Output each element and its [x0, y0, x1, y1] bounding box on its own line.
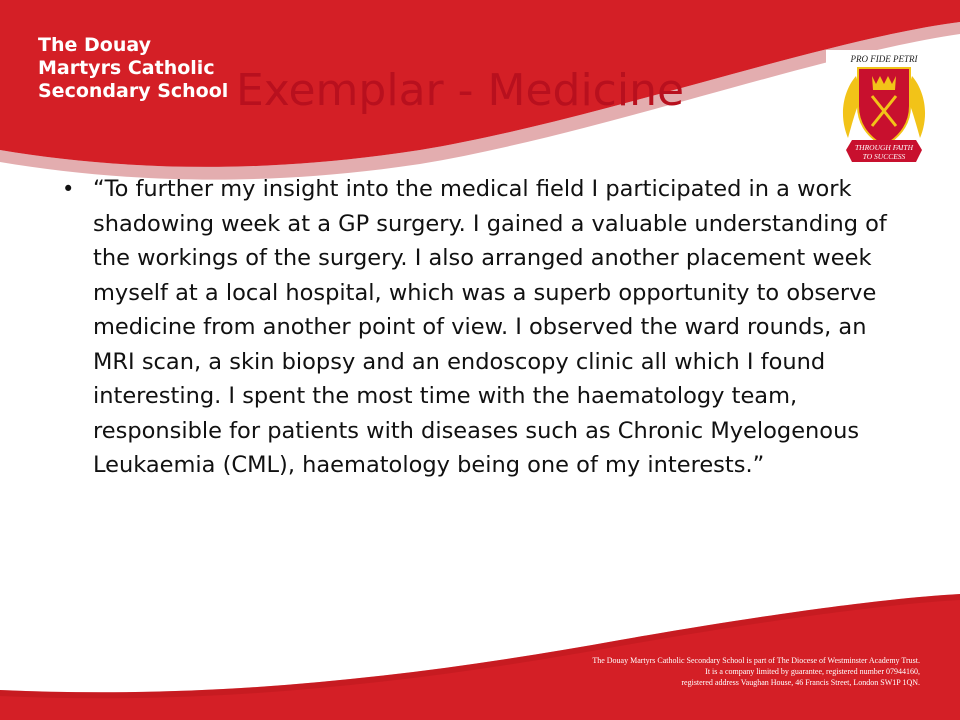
school-name-line: Secondary School: [38, 80, 229, 102]
crest-motto-line2: TO SUCCESS: [862, 152, 906, 161]
bullet-item: [62, 172, 914, 483]
bullet-text: “To further my insight into the medical field I participated in a work shadowing week at a GP surgery. I gained a valuable understanding of the workings of the surgery. I also arranged another placement week myself at a local hospital, which was a superb opportunity to observe medicine from another point of view. I observed the ward rounds, an MRI scan, a skin biopsy and an endoscopy clinic all which I found interesting. I spent the most time with the haematology team, responsible for patients with diseases such as Chronic Myelogenous Leukaemia (CML), haematology being one of my interests.”: [93, 176, 887, 478]
school-crest: [826, 50, 942, 166]
slide-title: Exemplar - Medicine: [236, 65, 685, 116]
school-name-line: Martyrs Catholic: [38, 57, 215, 79]
crest-motto-top: PRO FIDE PETRI: [850, 54, 918, 64]
footer-line: The Douay Martyrs Catholic Secondary School is part of The Diocese of Westminster Academy Trust.: [592, 656, 920, 665]
slide-body: [62, 172, 914, 483]
footer-legal-text: [560, 655, 920, 688]
bullet-icon: •: [62, 177, 75, 201]
school-name-line: The Douay: [38, 34, 151, 56]
footer-line: registered address Vaughan House, 46 Francis Street, London SW1P 1QN.: [681, 678, 920, 687]
crest-motto-line1: THROUGH FAITH: [855, 143, 913, 152]
footer-line: It is a company limited by guarantee, registered number 07944160,: [705, 667, 920, 676]
school-logo-text: [38, 34, 228, 103]
